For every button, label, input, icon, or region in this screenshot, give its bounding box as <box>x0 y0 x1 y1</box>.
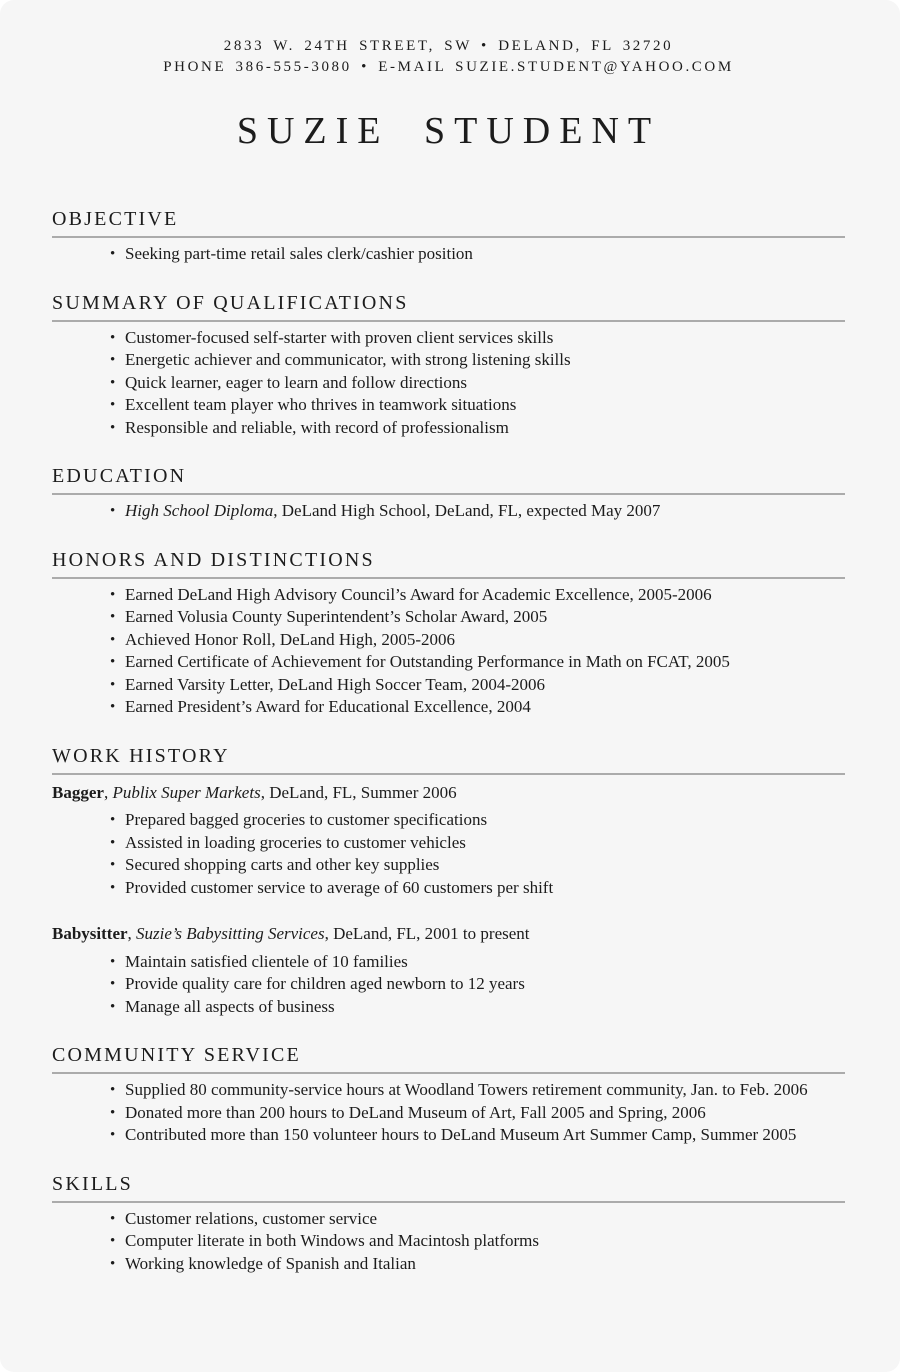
bullet-item: • Supplied 80 community-service hours at Woodland Towers retirement community, Jan. to Feb. 2006 <box>125 1079 845 1102</box>
job-separator: , <box>103 782 113 802</box>
bullet-item: • Working knowledge of Spanish and Italian <box>125 1253 845 1276</box>
bullet-item: • Energetic achiever and communicator, with strong listening skills <box>125 349 845 372</box>
bullet-item: • Responsible and reliable, with record of professionalism <box>125 417 845 440</box>
bullet-item: • Earned DeLand High Advisory Council’s Award for Academic Excellence, 2005-2006 <box>125 584 845 607</box>
honors-list <box>52 584 845 719</box>
bullet-item: • Provide quality care for children aged newborn to 12 years <box>125 973 845 996</box>
section-title-community-service: COMMUNITY SERVICE <box>52 1042 845 1074</box>
section-summary <box>52 290 845 440</box>
job-separator: , <box>127 924 137 943</box>
bullet-item: • Contributed more than 150 volunteer hours to DeLand Museum Art Summer Camp, Summer 2005 <box>125 1124 845 1147</box>
section-work-history <box>52 743 845 1019</box>
bullet-item: • Quick learner, eager to learn and follow directions <box>125 372 845 395</box>
bullet-item: • Manage all aspects of business <box>125 996 845 1019</box>
bullet-item: • Earned Certificate of Achievement for Outstanding Performance in Math on FCAT, 2005 <box>125 651 845 674</box>
contact-line: PHONE 386-555-3080 • E-MAIL SUZIE.STUDENT@YAHOO.COM <box>163 59 734 75</box>
section-education <box>52 463 845 523</box>
skills-list <box>52 1208 845 1276</box>
section-objective <box>52 206 845 266</box>
bullet-item: • Achieved Honor Roll, DeLand High, 2005-2006 <box>125 629 845 652</box>
section-title-honors: HONORS AND DISTINCTIONS <box>52 547 845 579</box>
job-entry-bagger <box>52 782 845 900</box>
section-title-objective: OBJECTIVE <box>52 206 845 238</box>
job-company: Publix Super Markets <box>112 782 261 802</box>
job-details: , DeLand, FL, 2001 to present <box>324 924 530 943</box>
education-list <box>52 500 845 523</box>
resume-body <box>52 206 845 1275</box>
bullet-item: • Earned Varsity Letter, DeLand High Soccer Team, 2004-2006 <box>125 674 845 697</box>
bullet-item: • Seeking part-time retail sales clerk/cashier position <box>125 243 845 266</box>
degree-name: High School Diploma <box>125 501 274 520</box>
bullet-item: • Maintain satisfied clientele of 10 families <box>125 951 845 974</box>
section-title-summary: SUMMARY OF QUALIFICATIONS <box>52 290 845 322</box>
section-title-skills: SKILLS <box>52 1171 845 1203</box>
bullet-item: • Computer literate in both Windows and Macintosh platforms <box>125 1230 845 1253</box>
bullet-item <box>125 500 845 523</box>
section-community-service <box>52 1042 845 1147</box>
bullet-item: • Assisted in loading groceries to customer vehicles <box>125 832 845 855</box>
bullet-item: • Earned Volusia County Superintendent’s Scholar Award, 2005 <box>125 606 845 629</box>
job-details: , DeLand, FL, Summer 2006 <box>260 782 457 802</box>
objective-list <box>52 243 845 266</box>
section-skills <box>52 1171 845 1276</box>
resume-header <box>52 36 845 154</box>
bullet-item: • Customer-focused self-starter with proven client services skills <box>125 327 845 350</box>
community-list <box>52 1079 845 1147</box>
bullet-item: • Earned President’s Award for Educational Excellence, 2004 <box>125 696 845 719</box>
bullet-item: • Provided customer service to average of 60 customers per shift <box>125 877 845 900</box>
section-honors <box>52 547 845 719</box>
bullet-item: • Secured shopping carts and other key supplies <box>125 854 845 877</box>
summary-list <box>52 327 845 440</box>
candidate-name: SUZIE STUDENT <box>236 110 661 152</box>
job-heading <box>52 782 845 805</box>
address-line: 2833 W. 24TH STREET, SW • DELAND, FL 32720 <box>223 38 674 54</box>
bullet-item: • Excellent team player who thrives in teamwork situations <box>125 394 845 417</box>
degree-details: , DeLand High School, DeLand, FL, expected May 2007 <box>273 501 661 520</box>
job-company: Suzie’s Babysitting Services <box>136 924 325 943</box>
bullet-item: • Prepared bagged groceries to customer specifications <box>125 809 845 832</box>
bullet-item: • Donated more than 200 hours to DeLand Museum of Art, Fall 2005 and Spring, 2006 <box>125 1102 845 1125</box>
job-duties-list <box>52 809 845 899</box>
bullet-item: • Customer relations, customer service <box>125 1208 845 1231</box>
section-title-education: EDUCATION <box>52 463 845 495</box>
job-role: Bagger <box>52 782 104 802</box>
job-role: Babysitter <box>52 924 128 943</box>
section-title-work-history: WORK HISTORY <box>52 743 845 775</box>
job-duties-list <box>52 951 845 1019</box>
job-heading <box>52 923 845 946</box>
job-entry-babysitter <box>52 923 845 1018</box>
